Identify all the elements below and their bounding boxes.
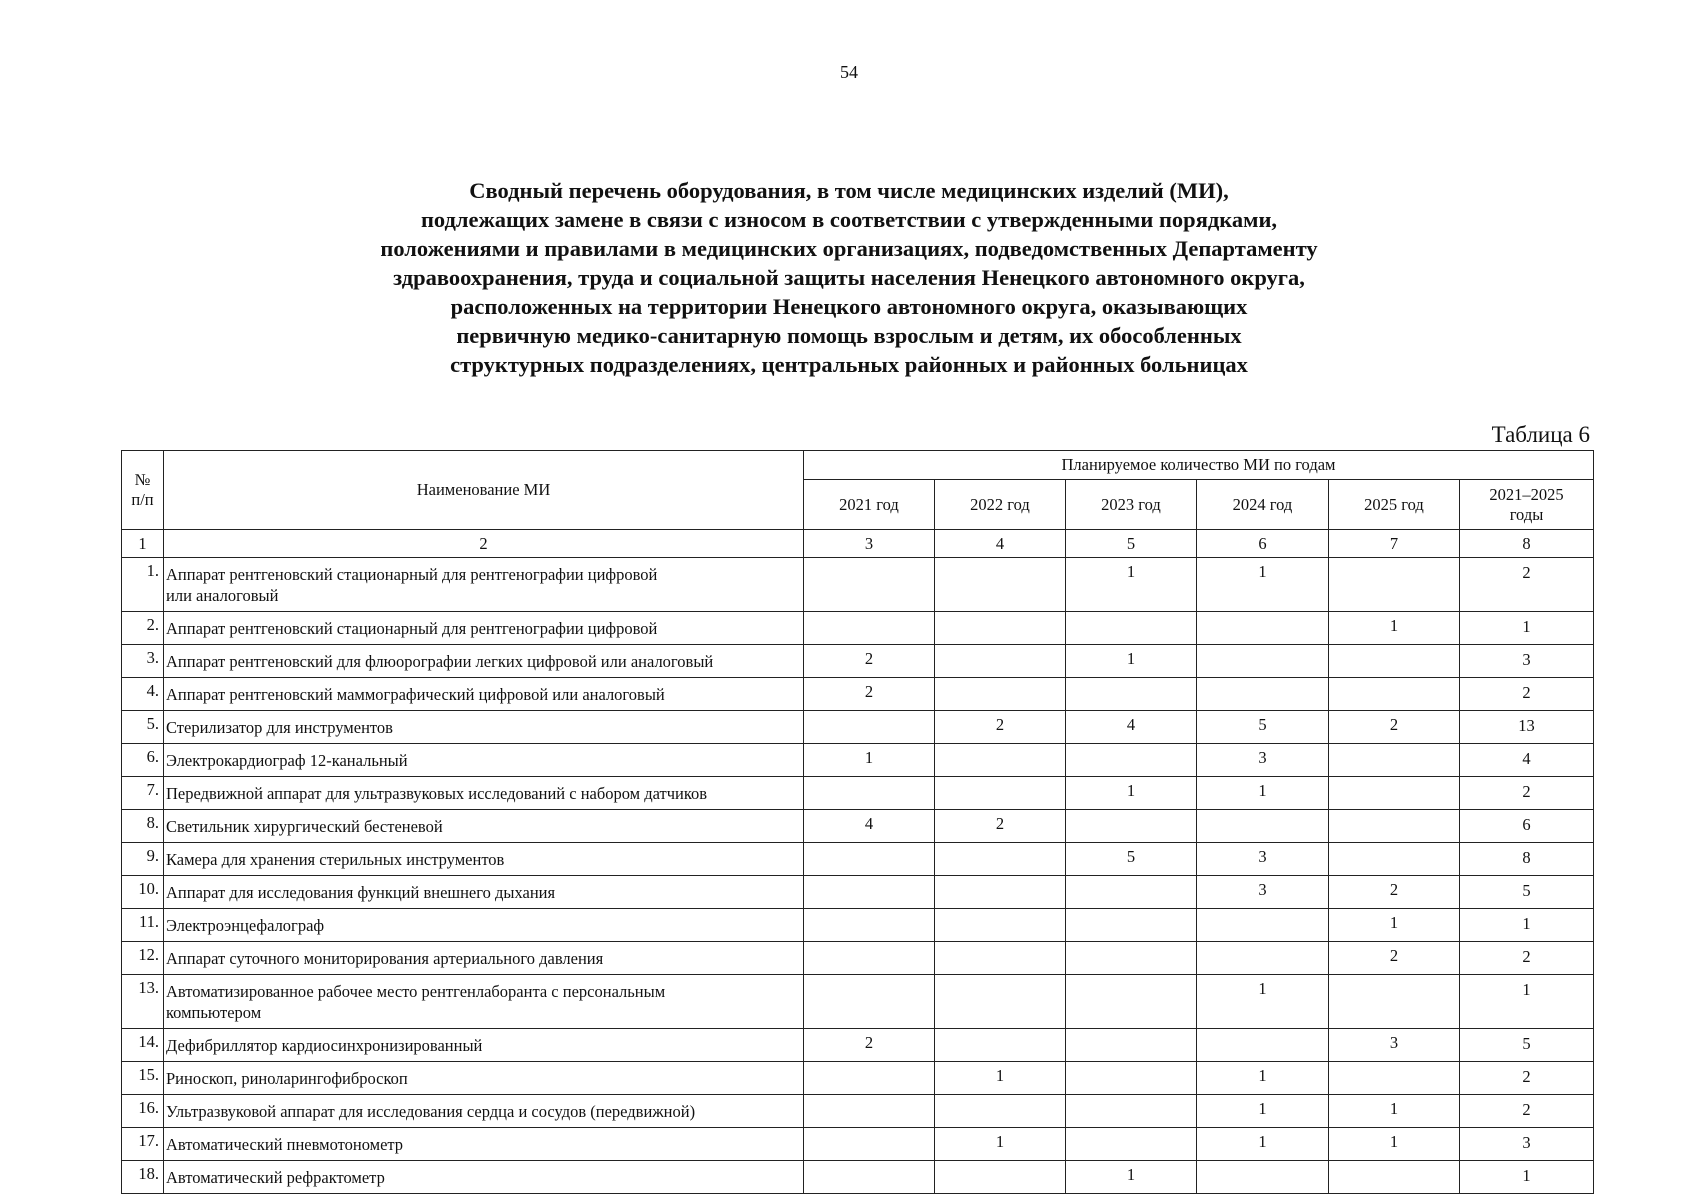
- year-value: [935, 942, 1066, 975]
- table-row: [122, 711, 1594, 744]
- item-name-line: или аналоговый: [166, 585, 279, 605]
- table-row: [122, 678, 1594, 711]
- row-number: 10.: [122, 876, 164, 909]
- row-number: 8.: [122, 810, 164, 843]
- year-value: [804, 612, 935, 645]
- header-number-line: п/п: [131, 490, 154, 509]
- year-value: [804, 777, 935, 810]
- total-value: 2: [1460, 942, 1594, 975]
- year-value: [935, 777, 1066, 810]
- item-name-line: Автоматический рефрактометр: [166, 1167, 385, 1187]
- column-number: 3: [804, 530, 935, 558]
- item-name-line: Аппарат рентгеновский для флюорографии легких цифровой или аналоговый: [166, 651, 714, 671]
- year-value: [1066, 744, 1197, 777]
- year-value: [1329, 975, 1460, 1029]
- year-value: [1197, 942, 1329, 975]
- year-value: [804, 1095, 935, 1128]
- item-name-line: Стерилизатор для инструментов: [166, 717, 393, 737]
- item-name: [164, 876, 804, 909]
- year-value: [935, 1095, 1066, 1128]
- total-value: 1: [1460, 909, 1594, 942]
- row-number: 3.: [122, 645, 164, 678]
- item-name: [164, 810, 804, 843]
- year-value: [1329, 843, 1460, 876]
- year-value: [1329, 558, 1460, 612]
- header-name: Наименование МИ: [164, 451, 804, 530]
- table-row: [122, 942, 1594, 975]
- title-line: здравоохранения, труда и социальной защиты населения Ненецкого автономного округа,: [393, 265, 1305, 290]
- item-name: [164, 777, 804, 810]
- row-number: 16.: [122, 1095, 164, 1128]
- year-value: 1: [1066, 1161, 1197, 1194]
- header-year: 2023 год: [1066, 480, 1197, 530]
- table-row: [122, 909, 1594, 942]
- row-number: 17.: [122, 1128, 164, 1161]
- row-number: 1.: [122, 558, 164, 612]
- header-year: 2024 год: [1197, 480, 1329, 530]
- item-name-line: Аппарат рентгеновский стационарный для рентгенографии цифровой: [166, 618, 658, 638]
- year-value: [935, 909, 1066, 942]
- year-value: [935, 975, 1066, 1029]
- year-value: 1: [1197, 777, 1329, 810]
- column-number: 6: [1197, 530, 1329, 558]
- total-value: 2: [1460, 558, 1594, 612]
- table-row: [122, 876, 1594, 909]
- row-number: 14.: [122, 1029, 164, 1062]
- total-value: 1: [1460, 612, 1594, 645]
- year-value: 1: [1197, 1062, 1329, 1095]
- year-value: [1066, 1095, 1197, 1128]
- header-group-label: Планируемое количество МИ по годам: [804, 451, 1594, 480]
- item-name: [164, 558, 804, 612]
- header-total: [1460, 480, 1594, 530]
- year-value: 3: [1197, 876, 1329, 909]
- year-value: 2: [1329, 876, 1460, 909]
- title-line: первичную медико-санитарную помощь взрослым и детям, их обособленных: [456, 323, 1242, 348]
- year-value: [1329, 777, 1460, 810]
- year-value: 2: [935, 810, 1066, 843]
- title-line: положениями и правилами в медицинских организациях, подведомственных Департаменту: [380, 236, 1318, 261]
- row-number: 4.: [122, 678, 164, 711]
- item-name-line: Электрокардиограф 12-канальный: [166, 750, 408, 770]
- column-number-row: [122, 530, 1594, 558]
- total-value: 8: [1460, 843, 1594, 876]
- year-value: 4: [804, 810, 935, 843]
- year-value: [1197, 1029, 1329, 1062]
- year-value: 1: [1066, 558, 1197, 612]
- table-row: [122, 975, 1594, 1029]
- item-name: [164, 678, 804, 711]
- row-number: 12.: [122, 942, 164, 975]
- year-value: [1197, 645, 1329, 678]
- column-number: 4: [935, 530, 1066, 558]
- year-value: 1: [804, 744, 935, 777]
- header-year: 2025 год: [1329, 480, 1460, 530]
- year-value: [1066, 975, 1197, 1029]
- item-name: [164, 1095, 804, 1128]
- equipment-table: [121, 450, 1594, 1194]
- year-value: 2: [804, 1029, 935, 1062]
- year-value: [1329, 744, 1460, 777]
- row-number: 2.: [122, 612, 164, 645]
- table-row: [122, 810, 1594, 843]
- year-value: 3: [1197, 744, 1329, 777]
- header-total-line: годы: [1509, 504, 1544, 524]
- table-header-row: [122, 451, 1594, 480]
- total-value: 3: [1460, 1128, 1594, 1161]
- total-value: 2: [1460, 678, 1594, 711]
- year-value: [804, 909, 935, 942]
- year-value: [804, 975, 935, 1029]
- year-value: 1: [1329, 909, 1460, 942]
- item-name: [164, 942, 804, 975]
- year-value: [1197, 678, 1329, 711]
- total-value: 1: [1460, 1161, 1594, 1194]
- year-value: 1: [1066, 645, 1197, 678]
- year-value: 3: [1197, 843, 1329, 876]
- total-value: 1: [1460, 975, 1594, 1029]
- year-value: 5: [1197, 711, 1329, 744]
- table-row: [122, 1128, 1594, 1161]
- item-name: [164, 744, 804, 777]
- row-number: 13.: [122, 975, 164, 1029]
- page-number: 54: [840, 62, 858, 82]
- year-value: [935, 876, 1066, 909]
- item-name: [164, 1029, 804, 1062]
- total-value: 2: [1460, 1095, 1594, 1128]
- item-name-line: Аппарат рентгеновский маммографический цифровой или аналоговый: [166, 684, 665, 704]
- year-value: 1: [1329, 1095, 1460, 1128]
- year-value: [1066, 942, 1197, 975]
- year-value: 1: [1329, 1128, 1460, 1161]
- item-name: [164, 612, 804, 645]
- item-name: [164, 1128, 804, 1161]
- year-value: 2: [1329, 711, 1460, 744]
- total-value: 2: [1460, 1062, 1594, 1095]
- year-value: [935, 612, 1066, 645]
- year-value: 1: [1197, 558, 1329, 612]
- year-value: [1197, 909, 1329, 942]
- year-value: 1: [1329, 612, 1460, 645]
- year-value: 1: [1197, 1128, 1329, 1161]
- row-number: 15.: [122, 1062, 164, 1095]
- table-row: [122, 1029, 1594, 1062]
- year-value: [935, 1161, 1066, 1194]
- year-value: [1329, 645, 1460, 678]
- table-row: [122, 645, 1594, 678]
- table-row: [122, 744, 1594, 777]
- year-value: [804, 876, 935, 909]
- item-name-line: Аппарат суточного мониторирования артериального давления: [166, 948, 604, 968]
- item-name-line: Аппарат рентгеновский стационарный для рентгенографии цифровой: [166, 564, 658, 584]
- column-number: 7: [1329, 530, 1460, 558]
- year-value: [804, 1161, 935, 1194]
- total-value: 4: [1460, 744, 1594, 777]
- title-line: расположенных на территории Ненецкого автономного округа, оказывающих: [450, 294, 1248, 319]
- item-name-line: Камера для хранения стерильных инструментов: [166, 849, 505, 869]
- year-value: [1066, 678, 1197, 711]
- table-caption: Таблица 6: [1491, 422, 1590, 447]
- title-line: подлежащих замене в связи с износом в соответствии с утвержденными порядками,: [420, 207, 1278, 232]
- title-line: структурных подразделениях, центральных районных и районных больницах: [450, 352, 1248, 377]
- year-value: [1197, 1161, 1329, 1194]
- header-year: 2021 год: [804, 480, 935, 530]
- year-value: [804, 1128, 935, 1161]
- year-value: 1: [1197, 975, 1329, 1029]
- header-year: 2022 год: [935, 480, 1066, 530]
- year-value: [804, 942, 935, 975]
- year-value: 5: [1066, 843, 1197, 876]
- row-number: 5.: [122, 711, 164, 744]
- total-value: 13: [1460, 711, 1594, 744]
- table-row: [122, 1095, 1594, 1128]
- item-name: [164, 645, 804, 678]
- year-value: [804, 843, 935, 876]
- year-value: 1: [935, 1128, 1066, 1161]
- item-name-line: Автоматический пневмотонометр: [166, 1134, 404, 1154]
- row-number: 9.: [122, 843, 164, 876]
- table-row: [122, 612, 1594, 645]
- item-name-line: Риноскоп, риноларингофиброскоп: [166, 1068, 408, 1088]
- header-total-line: 2021–2025: [1489, 484, 1564, 504]
- year-value: [1066, 810, 1197, 843]
- year-value: [1066, 612, 1197, 645]
- item-name-line: Аппарат для исследования функций внешнего дыхания: [166, 882, 556, 902]
- item-name: [164, 909, 804, 942]
- header-number: [122, 451, 164, 530]
- year-value: 2: [804, 678, 935, 711]
- year-value: [804, 558, 935, 612]
- item-name-line: Ультразвуковой аппарат для исследования сердца и сосудов (передвижной): [166, 1101, 696, 1121]
- year-value: [1329, 810, 1460, 843]
- year-value: [935, 645, 1066, 678]
- item-name-line: Светильник хирургический бестеневой: [166, 816, 443, 836]
- year-value: [935, 744, 1066, 777]
- year-value: [804, 711, 935, 744]
- column-number: 1: [122, 530, 164, 558]
- item-name-line: Дефибриллятор кардиосинхронизированный: [166, 1035, 483, 1055]
- row-number: 11.: [122, 909, 164, 942]
- year-value: 2: [1329, 942, 1460, 975]
- item-name: [164, 711, 804, 744]
- total-value: 5: [1460, 876, 1594, 909]
- table-row: [122, 1161, 1594, 1194]
- year-value: 2: [804, 645, 935, 678]
- item-name: [164, 975, 804, 1029]
- year-value: 2: [935, 711, 1066, 744]
- total-value: 2: [1460, 777, 1594, 810]
- year-value: [935, 1029, 1066, 1062]
- year-value: [935, 678, 1066, 711]
- column-number: 8: [1460, 530, 1594, 558]
- year-value: [1066, 909, 1197, 942]
- row-number: 7.: [122, 777, 164, 810]
- item-name: [164, 1161, 804, 1194]
- total-value: 5: [1460, 1029, 1594, 1062]
- item-name: [164, 843, 804, 876]
- item-name-line: компьютером: [166, 1002, 262, 1022]
- year-value: [1329, 678, 1460, 711]
- year-value: [1197, 612, 1329, 645]
- year-value: [935, 843, 1066, 876]
- table-row: [122, 777, 1594, 810]
- year-value: [1066, 1128, 1197, 1161]
- column-number: 5: [1066, 530, 1197, 558]
- year-value: 1: [935, 1062, 1066, 1095]
- year-value: 1: [1066, 777, 1197, 810]
- year-value: [1066, 1029, 1197, 1062]
- total-value: 6: [1460, 810, 1594, 843]
- year-value: 4: [1066, 711, 1197, 744]
- header-number-line: №: [134, 470, 151, 489]
- table-row: [122, 843, 1594, 876]
- table-row: [122, 558, 1594, 612]
- year-value: [935, 558, 1066, 612]
- year-value: [1066, 876, 1197, 909]
- year-value: 1: [1197, 1095, 1329, 1128]
- year-value: [1066, 1062, 1197, 1095]
- table-row: [122, 1062, 1594, 1095]
- title-line: Сводный перечень оборудования, в том числе медицинских изделий (МИ),: [469, 178, 1229, 203]
- item-name: [164, 1062, 804, 1095]
- year-value: [1197, 810, 1329, 843]
- item-name-line: Автоматизированное рабочее место рентгенлаборанта с персональным: [166, 981, 666, 1001]
- year-value: 3: [1329, 1029, 1460, 1062]
- year-value: [1329, 1062, 1460, 1095]
- item-name-line: Передвижной аппарат для ультразвуковых исследований с набором датчиков: [166, 783, 708, 803]
- row-number: 6.: [122, 744, 164, 777]
- total-value: 3: [1460, 645, 1594, 678]
- year-value: [804, 1062, 935, 1095]
- document-title: [0, 176, 1698, 379]
- column-number: 2: [164, 530, 804, 558]
- row-number: 18.: [122, 1161, 164, 1194]
- item-name-line: Электроэнцефалограф: [166, 915, 325, 935]
- year-value: [1329, 1161, 1460, 1194]
